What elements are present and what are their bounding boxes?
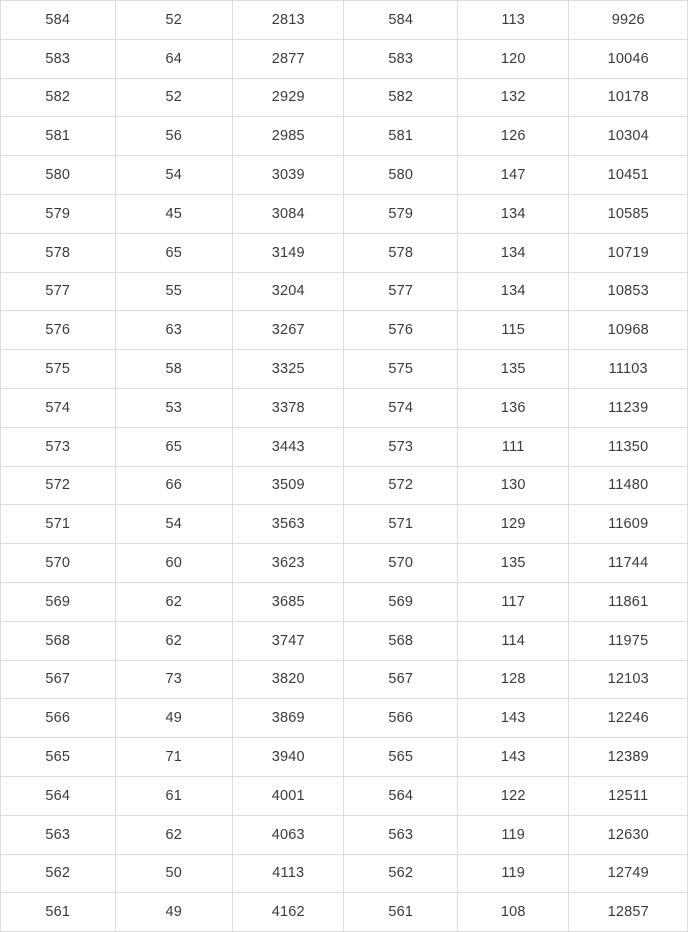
cell-cumulative_a: 3039 <box>233 156 344 195</box>
cell-score_a: 573 <box>1 427 116 466</box>
cell-cumulative_b: 10451 <box>569 156 688 195</box>
cell-cumulative_b: 10046 <box>569 39 688 78</box>
cell-score_b: 573 <box>344 427 457 466</box>
cell-count_a: 56 <box>115 117 233 156</box>
cell-score_b: 565 <box>344 738 457 777</box>
table-row <box>1 699 688 738</box>
cell-count_b: 134 <box>457 272 568 311</box>
cell-cumulative_a: 2929 <box>233 78 344 117</box>
cell-count_b: 119 <box>457 815 568 854</box>
cell-count_b: 147 <box>457 156 568 195</box>
cell-count_b: 126 <box>457 117 568 156</box>
cell-score_b: 578 <box>344 233 457 272</box>
cell-count_a: 62 <box>115 815 233 854</box>
cell-score_b: 569 <box>344 582 457 621</box>
cell-cumulative_b: 10304 <box>569 117 688 156</box>
cell-cumulative_a: 3204 <box>233 272 344 311</box>
cell-score_a: 563 <box>1 815 116 854</box>
cell-count_a: 65 <box>115 233 233 272</box>
cell-count_a: 60 <box>115 544 233 583</box>
cell-score_a: 568 <box>1 621 116 660</box>
cell-cumulative_b: 11103 <box>569 350 688 389</box>
cell-score_b: 563 <box>344 815 457 854</box>
cell-score_b: 583 <box>344 39 457 78</box>
cell-cumulative_a: 3747 <box>233 621 344 660</box>
cell-count_b: 117 <box>457 582 568 621</box>
cell-count_a: 50 <box>115 854 233 893</box>
cell-score_b: 579 <box>344 194 457 233</box>
cell-cumulative_a: 2985 <box>233 117 344 156</box>
cell-score_b: 564 <box>344 776 457 815</box>
cell-cumulative_a: 2877 <box>233 39 344 78</box>
cell-cumulative_a: 3378 <box>233 388 344 427</box>
table-row <box>1 854 688 893</box>
cell-score_b: 581 <box>344 117 457 156</box>
cell-score_a: 583 <box>1 39 116 78</box>
cell-cumulative_a: 3623 <box>233 544 344 583</box>
cell-score_a: 565 <box>1 738 116 777</box>
cell-count_a: 53 <box>115 388 233 427</box>
cell-count_b: 143 <box>457 738 568 777</box>
cell-count_a: 45 <box>115 194 233 233</box>
cell-count_b: 143 <box>457 699 568 738</box>
cell-count_a: 61 <box>115 776 233 815</box>
cell-count_a: 52 <box>115 1 233 40</box>
cell-count_b: 114 <box>457 621 568 660</box>
cell-score_a: 574 <box>1 388 116 427</box>
cell-cumulative_b: 12103 <box>569 660 688 699</box>
cell-cumulative_a: 3084 <box>233 194 344 233</box>
cell-score_a: 562 <box>1 854 116 893</box>
table-row <box>1 660 688 699</box>
cell-count_a: 66 <box>115 466 233 505</box>
table-row <box>1 233 688 272</box>
cell-cumulative_b: 10585 <box>569 194 688 233</box>
cell-score_b: 580 <box>344 156 457 195</box>
cell-count_a: 58 <box>115 350 233 389</box>
cell-score_a: 578 <box>1 233 116 272</box>
table-row <box>1 505 688 544</box>
cell-count_b: 120 <box>457 39 568 78</box>
cell-cumulative_b: 11239 <box>569 388 688 427</box>
cell-score_a: 567 <box>1 660 116 699</box>
cell-count_b: 122 <box>457 776 568 815</box>
cell-score_b: 574 <box>344 388 457 427</box>
cell-score_b: 561 <box>344 893 457 932</box>
table-body <box>1 1 688 932</box>
cell-count_b: 113 <box>457 1 568 40</box>
table-row <box>1 39 688 78</box>
cell-count_a: 52 <box>115 78 233 117</box>
table-row <box>1 194 688 233</box>
cell-count_a: 54 <box>115 505 233 544</box>
cell-score_a: 564 <box>1 776 116 815</box>
cell-cumulative_a: 3325 <box>233 350 344 389</box>
table-row <box>1 621 688 660</box>
cell-cumulative_a: 3940 <box>233 738 344 777</box>
cell-cumulative_b: 12246 <box>569 699 688 738</box>
cell-cumulative_b: 11975 <box>569 621 688 660</box>
table-row <box>1 156 688 195</box>
cell-count_b: 119 <box>457 854 568 893</box>
cell-score_a: 579 <box>1 194 116 233</box>
cell-cumulative_b: 10719 <box>569 233 688 272</box>
cell-count_b: 111 <box>457 427 568 466</box>
table-row <box>1 311 688 350</box>
table-row <box>1 544 688 583</box>
cell-cumulative_b: 11744 <box>569 544 688 583</box>
cell-count_b: 136 <box>457 388 568 427</box>
cell-cumulative_a: 3820 <box>233 660 344 699</box>
cell-score_b: 568 <box>344 621 457 660</box>
cell-score_a: 571 <box>1 505 116 544</box>
cell-count_b: 135 <box>457 350 568 389</box>
cell-score_a: 575 <box>1 350 116 389</box>
cell-count_a: 54 <box>115 156 233 195</box>
table-row <box>1 78 688 117</box>
cell-count_a: 55 <box>115 272 233 311</box>
cell-score_a: 569 <box>1 582 116 621</box>
cell-count_a: 49 <box>115 893 233 932</box>
cell-score_b: 570 <box>344 544 457 583</box>
cell-cumulative_a: 2813 <box>233 1 344 40</box>
cell-cumulative_a: 4001 <box>233 776 344 815</box>
cell-score_a: 566 <box>1 699 116 738</box>
table-row <box>1 1 688 40</box>
cell-score_b: 577 <box>344 272 457 311</box>
cell-cumulative_a: 4162 <box>233 893 344 932</box>
cell-count_a: 62 <box>115 621 233 660</box>
cell-cumulative_a: 3869 <box>233 699 344 738</box>
cell-cumulative_b: 11609 <box>569 505 688 544</box>
cell-score_a: 570 <box>1 544 116 583</box>
cell-score_b: 584 <box>344 1 457 40</box>
cell-count_b: 129 <box>457 505 568 544</box>
cell-cumulative_b: 12389 <box>569 738 688 777</box>
cell-count_a: 64 <box>115 39 233 78</box>
cell-cumulative_b: 12857 <box>569 893 688 932</box>
cell-cumulative_a: 3685 <box>233 582 344 621</box>
cell-cumulative_a: 3267 <box>233 311 344 350</box>
table-row <box>1 738 688 777</box>
cell-cumulative_b: 10968 <box>569 311 688 350</box>
cell-cumulative_b: 11480 <box>569 466 688 505</box>
cell-score_a: 581 <box>1 117 116 156</box>
cell-cumulative_a: 4063 <box>233 815 344 854</box>
cell-score_b: 571 <box>344 505 457 544</box>
cell-count_b: 134 <box>457 233 568 272</box>
cell-count_b: 128 <box>457 660 568 699</box>
cell-count_a: 65 <box>115 427 233 466</box>
cell-count_a: 71 <box>115 738 233 777</box>
cell-score_a: 584 <box>1 1 116 40</box>
table-row <box>1 350 688 389</box>
cell-count_b: 134 <box>457 194 568 233</box>
cell-score_a: 572 <box>1 466 116 505</box>
cell-count_b: 115 <box>457 311 568 350</box>
cell-cumulative_b: 9926 <box>569 1 688 40</box>
cell-score_b: 566 <box>344 699 457 738</box>
table-row <box>1 427 688 466</box>
cell-score_a: 561 <box>1 893 116 932</box>
table-row <box>1 388 688 427</box>
cell-score_a: 580 <box>1 156 116 195</box>
cell-count_a: 62 <box>115 582 233 621</box>
cell-cumulative_b: 11861 <box>569 582 688 621</box>
cell-score_b: 562 <box>344 854 457 893</box>
cell-score_b: 575 <box>344 350 457 389</box>
cell-count_b: 130 <box>457 466 568 505</box>
cell-cumulative_a: 3509 <box>233 466 344 505</box>
cell-cumulative_a: 3563 <box>233 505 344 544</box>
cell-cumulative_b: 12749 <box>569 854 688 893</box>
table-row <box>1 776 688 815</box>
table-row <box>1 117 688 156</box>
cell-cumulative_b: 10853 <box>569 272 688 311</box>
cell-cumulative_a: 4113 <box>233 854 344 893</box>
table-row <box>1 466 688 505</box>
cell-cumulative_b: 12630 <box>569 815 688 854</box>
cell-cumulative_b: 11350 <box>569 427 688 466</box>
table-row <box>1 582 688 621</box>
cell-count_a: 63 <box>115 311 233 350</box>
table-row <box>1 815 688 854</box>
cell-count_b: 135 <box>457 544 568 583</box>
cell-score_b: 576 <box>344 311 457 350</box>
cell-count_a: 49 <box>115 699 233 738</box>
cell-count_b: 108 <box>457 893 568 932</box>
cell-score_b: 567 <box>344 660 457 699</box>
cell-score_a: 576 <box>1 311 116 350</box>
cell-score_b: 582 <box>344 78 457 117</box>
table-row <box>1 893 688 932</box>
cell-cumulative_a: 3149 <box>233 233 344 272</box>
cell-score_a: 582 <box>1 78 116 117</box>
cell-count_a: 73 <box>115 660 233 699</box>
cell-score_a: 577 <box>1 272 116 311</box>
cell-cumulative_b: 12511 <box>569 776 688 815</box>
table-row <box>1 272 688 311</box>
cell-cumulative_a: 3443 <box>233 427 344 466</box>
cell-score_b: 572 <box>344 466 457 505</box>
cell-count_b: 132 <box>457 78 568 117</box>
cell-cumulative_b: 10178 <box>569 78 688 117</box>
